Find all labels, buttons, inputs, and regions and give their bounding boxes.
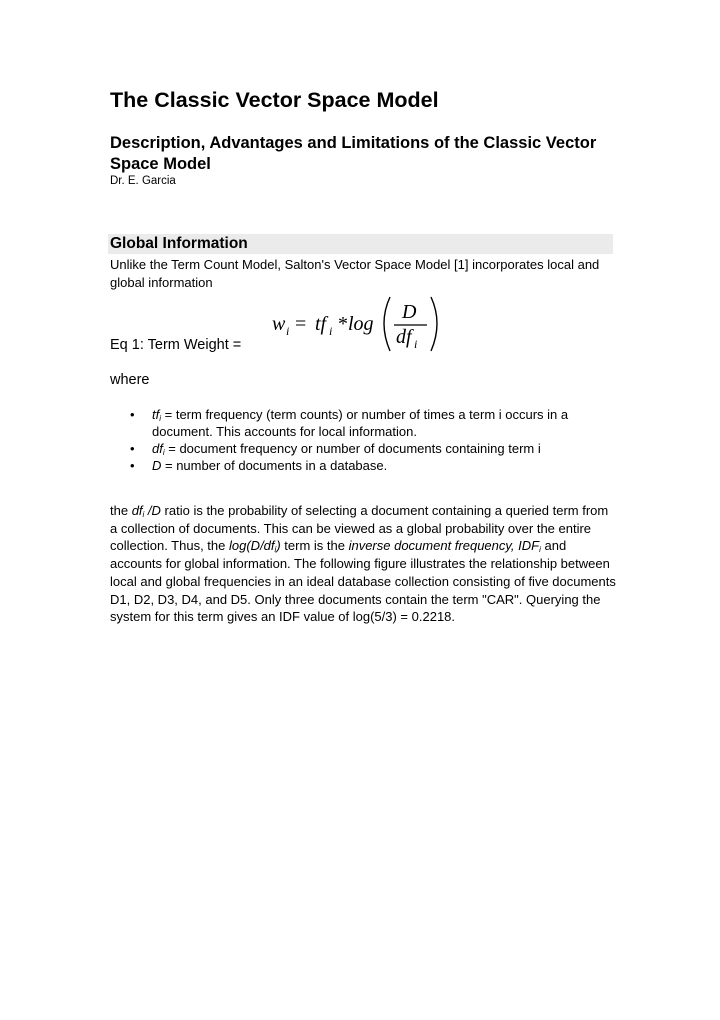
para-idf-term: inverse document frequency, IDF xyxy=(348,538,540,554)
definition-text: = document frequency or number of documents containing term i xyxy=(164,441,541,456)
para-idf-term-sub: i xyxy=(539,545,541,555)
bullet-icon: • xyxy=(130,407,135,422)
formula-denominator: df xyxy=(396,326,412,348)
formula-right-paren xyxy=(431,297,437,351)
formula-left-paren xyxy=(384,297,390,351)
para-log-term-close: ) xyxy=(276,538,281,554)
para-text: and accounts for global information. The following figure illustrates the relationship between local and global frequencies in an ideal database collection consisting of five documents D1, D2, D3, D4, and D5. Only three documents contain the term "CAR". Querying the system for this term gives an IDF value of log(5/3) = 0.2218. xyxy=(110,538,616,625)
para-log-term-sub: i xyxy=(274,545,277,555)
definition-text: = number of documents in a database. xyxy=(161,458,388,473)
formula-denominator-sub: i xyxy=(414,337,418,351)
formula-times: * xyxy=(338,313,348,335)
formula-log: log xyxy=(348,313,374,335)
term-weight-formula xyxy=(270,293,448,353)
author-name: Dr. E. Garcia xyxy=(110,175,176,187)
page-subtitle: Description, Advantages and Limitations of the Classic Vector Space Model xyxy=(110,134,597,173)
body-paragraph xyxy=(110,502,616,626)
para-text: term is the xyxy=(280,538,349,554)
bullet-icon: • xyxy=(130,458,135,473)
where-label: where xyxy=(110,372,150,388)
definition-var: df xyxy=(152,441,163,456)
definition-item xyxy=(110,440,614,457)
definition-item xyxy=(110,406,614,440)
definition-text: = term frequency (term counts) or number of times a term i occurs in a document. This accounts for local information. xyxy=(152,407,569,439)
formula-equals: = xyxy=(295,313,307,335)
definition-sub: i xyxy=(162,448,165,457)
formula-tf: tf xyxy=(315,313,327,335)
section-title: Global Information xyxy=(110,235,248,252)
para-text: ratio is the probability of selecting a document containing a queried term from a collection of documents. This can be viewed as a global probability over the entire collection. Thus, the xyxy=(110,503,609,554)
para-log-term: log(D/df xyxy=(229,538,275,554)
formula-tf-sub: i xyxy=(329,324,333,338)
para-var-df-sub: i xyxy=(142,510,145,519)
definition-var: tf xyxy=(152,407,160,422)
formula-w: w xyxy=(272,313,286,335)
definition-var: D xyxy=(152,458,162,473)
equation-label: Eq 1: Term Weight = xyxy=(110,337,242,353)
definition-list xyxy=(110,406,614,474)
para-text: the xyxy=(110,503,132,518)
section-intro: Unlike the Term Count Model, Salton's Vector Space Model [1] incorporates local and global information xyxy=(110,257,600,290)
para-var-d: /D xyxy=(144,503,161,518)
page-title: The Classic Vector Space Model xyxy=(110,88,439,112)
definition-item xyxy=(110,457,614,474)
bullet-icon: • xyxy=(130,441,135,456)
para-var-df: df xyxy=(131,503,143,518)
definition-sub: i xyxy=(159,414,162,423)
formula-w-sub: i xyxy=(286,324,290,338)
formula-numerator: D xyxy=(402,301,417,323)
